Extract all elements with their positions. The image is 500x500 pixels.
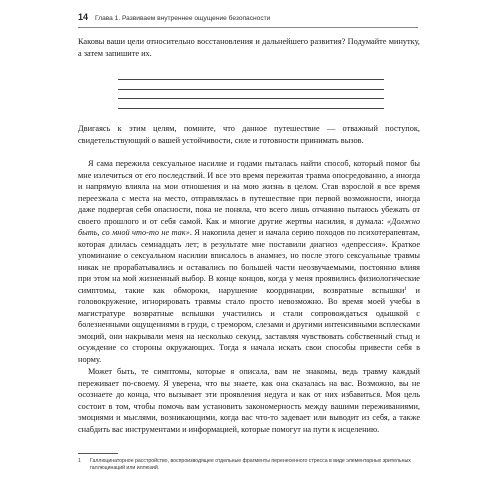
footnote-mark: 1 [78, 458, 81, 464]
answer-line[interactable] [118, 98, 384, 99]
answer-line[interactable] [118, 79, 384, 80]
answer-line[interactable] [118, 108, 384, 109]
story-text-1: Я сама пережила сексуальное насилие и годами пыталась найти способ, который помог бы мне излечиться от его последствий. И все это время пережитая травма опосредованно, а иногда и напрямую влияла на мои отношения и на мою жизнь в целом. Став взрослой я все время переезжала с места на место, отправлялась в путешествие при первой возможности, иногда даже подвергая себя опасности, пока не поняла, что всего лишь отчаянно пытаюсь убежать от своего прошлого и от себя самой. Как и многие другие жертвы насилия, я думала: [78, 159, 420, 226]
story-quote: «Должно быть, со мной что-то не так» [78, 216, 420, 237]
answer-lines[interactable] [118, 79, 384, 118]
reflection-question: Каковы ваши цели относительно восстановления и дальнейшего развития? Подумайте минутку, а затем запишите их. [78, 37, 420, 58]
paragraph-goals: Двигаясь к этим целям, помните, что данное путешествие — отважный поступок, свидетельствующий о вашей устойчивости, силе и готовности принимать вызов. [78, 124, 420, 145]
paragraph-personal-story [78, 158, 420, 365]
footnote-reference[interactable]: 1 [404, 286, 407, 292]
paragraph-symptoms: Может быть, те симптомы, которые я описала, вам не знакомы, ведь травму каждый переживает по-своему. Я уверена, что вы знаете, как она сказалась на вас. Возможно, вы не осознаете до конца, что вызывает эти проявления недуга и как от них избавиться. Моя цель состоит в том, чтобы помочь вам установить закономерность между вашими переживаниями, эмоциями и мыслями, возникающими, когда вас что-то задевает или выводит из себя, а также снабдить вас инструментами и информацией, которые помогут на пути к исцелению. [78, 367, 420, 434]
story-text-3: и головокружение, игнорировать травмы стало просто невозможно. Во время моей учебы в магистратуре возвратные вспышки участились и стали сопровождаться одышкой с болезненными ощущениями в груди, с тремором, слезами и другими интенсивными всплесками эмоций, они накрывали меня на несколько секунд, заставляя чувствовать собственный стыд и осуждение со стороны окружающих. Тогда я начала искать свои способы привести себя в норму. [78, 285, 421, 364]
running-header [78, 12, 418, 22]
page-number: 14 [78, 12, 89, 22]
story-text-2: . Я накопила денег и начала серию походов по психотерапевтам, которая длилась семнадцать лет; в результате мне поставили диагноз «депрессия». Краткое упоминание о сексуальном насилии вписалось в анамнез, но после этого сексуальные травмы никак не прорабатывались и оставались по большей части неозвучаемыми, постоянно влияя при этом на мой жизненный выбор. В конце концов, когда у меня проявились физиологические симптомы, такие как обмороки, нарушение координации, возвратные вспышки [78, 228, 420, 295]
header-divider [78, 27, 418, 28]
footnote-divider [78, 453, 118, 454]
footnote-text: Галлюцинаторное расстройство, воспроизводящее отдельные фрагменты перенесенного стресса в виде элементарных зрительных галлюцинаций или иллюзий. [90, 458, 411, 471]
chapter-title: Глава 1. Развиваем внутреннее ощущение безопасности [95, 15, 271, 22]
answer-line[interactable] [118, 89, 384, 90]
footnote [78, 458, 420, 472]
